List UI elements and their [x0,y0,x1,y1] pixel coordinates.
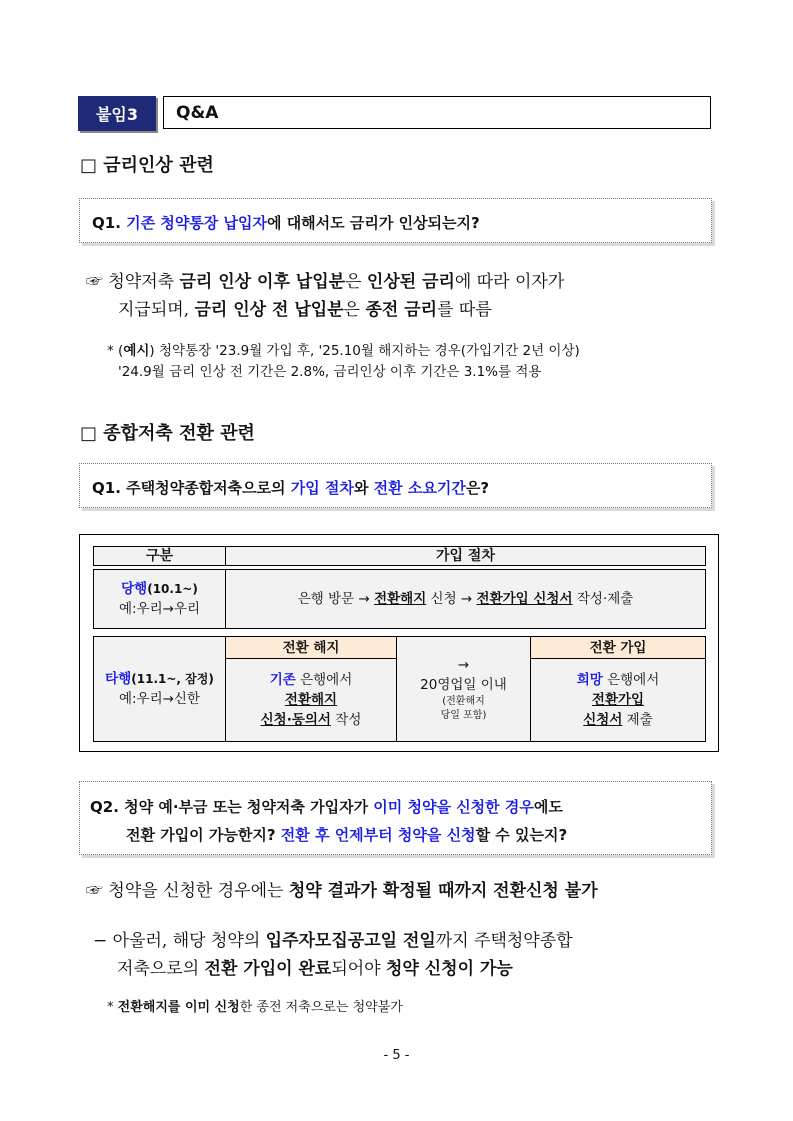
attachment-badge [78,96,156,131]
detail-line-2: 저축으로의 전환 가입이 완료되어야 청약 신청이 가능 [117,959,513,979]
note-line-1: * (예시) 청약통장 '23.9월 가입 후, '25.10월 해지하는 경우(가입기간 2년 이상) [107,343,580,359]
attachment-title [163,96,711,129]
question-line-2: 전환 가입이 가능한지? 전환 후 언제부터 청약을 신청할 수 있는지? [126,826,568,844]
page-number: - 5 - [383,1048,410,1063]
answer-rate [86,268,726,324]
row-own-bank-label: 당행(10.1~) 예:우리→우리 [93,569,226,629]
note-line-2: '24.9월 금리 인상 전 기간은 2.8%, 금리인상 이후 기간은 3.1%를 적용 [118,364,542,380]
question-highlight: 기존 청약통장 납입자 [126,214,267,232]
row-other-bank-label: 타행(11.1~, 잠정) 예:우리→신한 [93,636,226,742]
attachment-title-text: Q&A [176,102,219,123]
section-heading-conversion: □ 종합저축 전환 관련 [80,423,255,444]
cell-duration: → 20영업일 이내 (전환해지 당일 포함) [396,636,531,742]
question-box-rate [79,198,712,243]
pointing-hand-icon: ☞ [86,272,103,292]
asterisk: * [107,1000,114,1015]
question-number: Q1. [92,214,121,232]
question-line-1: Q2. 청약 예·부금 또는 청약저축 가입자가 이미 청약을 신청한 경우에도 [90,798,563,816]
asterisk: * [107,343,114,359]
attachment-badge-label: 붙임3 [95,105,139,124]
cell-cancel-steps: 기존 은행에서 전환해지 신청·동의서 작성 [225,658,397,742]
table-header-category: 구분 [93,546,226,566]
question-text: 에 대해서도 금리가 인상되는지? [266,214,480,232]
answer-detail [93,927,733,983]
answer-timing: ☞ 청약을 신청한 경우에는 청약 결과가 확정될 때까지 전환신청 불가 [86,881,598,901]
col-header-cancel: 전환 해지 [225,636,397,659]
note-example [107,341,727,383]
procedure-table [79,534,719,752]
row-own-bank-procedure: 은행 방문 → 전환해지 신청 → 전환가입 신청서 작성·제출 [225,569,706,629]
question-box-procedure: Q1. 주택청약종합저축으로의 가입 절차와 전환 소요기간은? [79,463,712,508]
pointing-hand-icon: ☞ [86,881,103,901]
arrow-right-icon: → [457,657,470,673]
question-box-timing [79,781,712,855]
cell-join-steps: 희망 은행에서 전환가입 신청서 제출 [530,658,706,742]
question-number: Q1. [92,479,121,497]
col-header-join: 전환 가입 [530,636,706,659]
answer-line-1: ☞ 청약저축 금리 인상 이후 납입분은 인상된 금리에 따라 이자가 [86,272,565,292]
table-header-procedure: 가입 절차 [225,546,706,566]
answer-line-2: 지급되며, 금리 인상 전 납입분은 종전 금리를 따름 [118,300,492,320]
dash-bullet: − [93,931,108,951]
section-heading-rate: □ 금리인상 관련 [80,155,214,176]
note-cancel: * 전환해지를 이미 신청한 종전 저축으로는 청약불가 [107,1000,403,1015]
detail-line-1: − 아울러, 해당 청약의 입주자모집공고일 전일까지 주택청약종합 [93,931,573,951]
